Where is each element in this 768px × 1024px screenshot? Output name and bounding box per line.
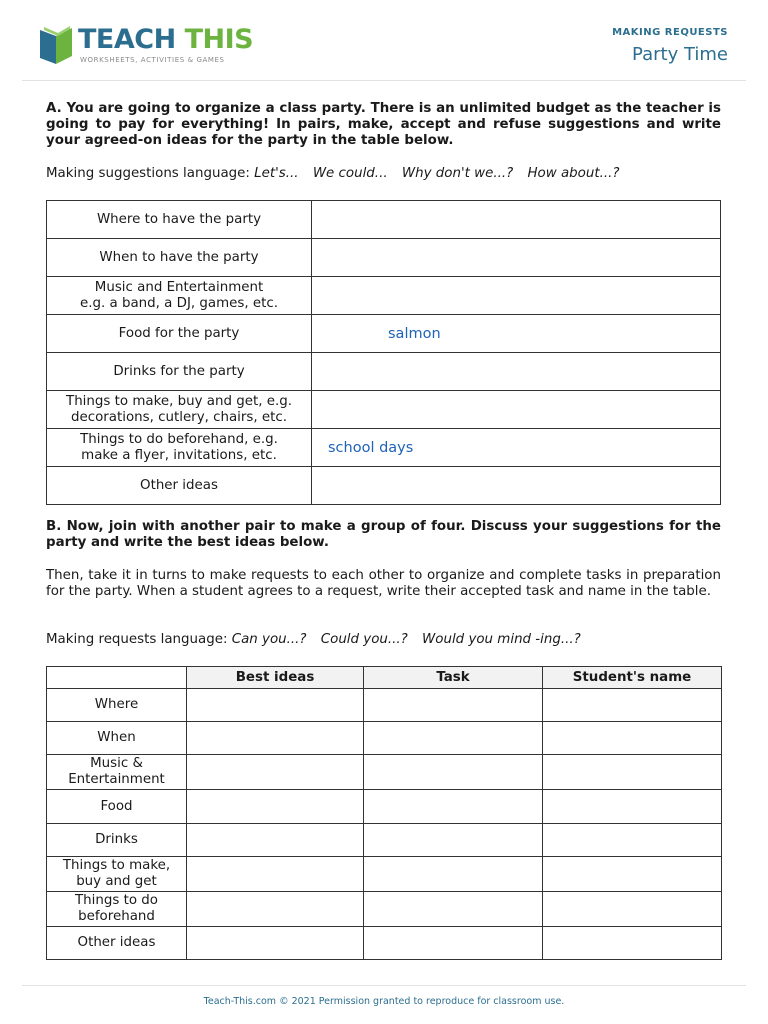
row-label-line: Entertainment (68, 772, 165, 787)
row-label-line: decorations, cutlery, chairs, etc. (70, 409, 288, 425)
row-label-line: e.g. a band, a DJ, games, etc. (80, 295, 278, 311)
row-label (47, 353, 312, 391)
row-label-line: make a flyer, invitations, etc. (81, 447, 277, 463)
requests-language-label: Making requests language: (46, 632, 232, 647)
table-row (47, 790, 722, 824)
column-header-student-name: Student's name (543, 667, 722, 689)
row-label-line: Food for the party (118, 325, 240, 341)
student-name-cell[interactable] (543, 755, 722, 790)
student-name-cell[interactable] (543, 824, 722, 857)
table-header-row (47, 667, 722, 689)
row-label-line: buy and get (76, 874, 157, 889)
student-name-cell[interactable] (543, 857, 722, 892)
task-cell[interactable] (364, 755, 543, 790)
row-label (47, 722, 187, 755)
footer-divider (22, 985, 746, 986)
table-row (47, 689, 722, 722)
row-label-line: Drinks (95, 832, 138, 847)
book-logo-icon (36, 24, 76, 66)
row-label-line: Where (94, 697, 139, 712)
suggestion-phrase: How about...? (527, 166, 620, 181)
page-header (0, 0, 768, 80)
table-row (47, 315, 721, 353)
logo-wordmark (78, 24, 253, 56)
row-label-line: Other ideas (77, 935, 156, 950)
row-label-line: Things to do (75, 893, 158, 908)
best-ideas-cell[interactable] (187, 857, 364, 892)
worksheet-category: MAKING REQUESTS (612, 27, 728, 38)
group-tasks-table (46, 666, 722, 960)
table-row (47, 857, 722, 892)
suggestions-language (46, 166, 721, 182)
row-label-line: Music and Entertainment (94, 279, 264, 295)
best-ideas-cell[interactable] (187, 892, 364, 927)
answer-cell[interactable]: school days (312, 429, 721, 467)
table-row (47, 239, 721, 277)
task-cell[interactable] (364, 790, 543, 824)
table-row (47, 277, 721, 315)
teach-this-logo (36, 22, 254, 70)
answer-cell[interactable] (312, 277, 721, 315)
row-label-line: Things to make, buy and get, e.g. (66, 393, 292, 409)
row-label-line: Other ideas (140, 477, 218, 493)
row-label (47, 927, 187, 960)
table-row (47, 722, 722, 755)
student-name-cell[interactable] (543, 892, 722, 927)
best-ideas-cell[interactable] (187, 722, 364, 755)
task-cell[interactable] (364, 927, 543, 960)
answer-cell[interactable] (312, 467, 721, 505)
column-header-task: Task (364, 667, 543, 689)
best-ideas-cell[interactable] (187, 927, 364, 960)
row-label-line: Food (100, 798, 133, 814)
answer-cell[interactable] (312, 239, 721, 277)
party-ideas-table (46, 200, 721, 505)
request-phrase: Could you...? (320, 632, 408, 647)
task-cell[interactable] (364, 722, 543, 755)
suggestion-phrase: We could... (312, 166, 388, 181)
table-row (47, 353, 721, 391)
suggestion-phrase: Let's... (254, 166, 299, 181)
student-name-cell[interactable] (543, 689, 722, 722)
row-label-line: When to have the party (99, 249, 259, 265)
row-label (47, 239, 312, 277)
row-label (47, 315, 312, 353)
logo-tagline: WORKSHEETS, ACTIVITIES & GAMES (80, 56, 225, 64)
suggestions-language-label: Making suggestions language: (46, 166, 255, 181)
row-label (47, 755, 187, 790)
answer-cell[interactable] (312, 391, 721, 429)
row-label (47, 277, 312, 315)
row-label (47, 892, 187, 927)
row-label-line: Things to make, (62, 858, 171, 873)
row-label-line: When (97, 730, 136, 745)
best-ideas-cell[interactable] (187, 755, 364, 790)
logo-word-teach: TEACH (78, 24, 176, 55)
student-name-cell[interactable] (543, 790, 722, 824)
student-name-cell[interactable] (543, 927, 722, 960)
row-label (47, 467, 312, 505)
best-ideas-cell[interactable] (187, 824, 364, 857)
table-row (47, 429, 721, 467)
row-label (47, 429, 312, 467)
logo-word-this: THIS (184, 24, 254, 55)
best-ideas-cell[interactable] (187, 790, 364, 824)
answer-cell[interactable] (312, 201, 721, 239)
copyright-footer: Teach-This.com © 2021 Permission granted to reproduce for classroom use. (203, 996, 565, 1007)
table-row (47, 892, 722, 927)
row-label-line: Music & (90, 756, 143, 771)
row-label (47, 824, 187, 857)
task-cell[interactable] (364, 857, 543, 892)
answer-cell[interactable]: salmon (312, 315, 721, 353)
request-phrase: Would you mind -ing...? (422, 632, 581, 647)
suggestion-phrase: Why don't we...? (401, 166, 514, 181)
table-row (47, 391, 721, 429)
section-b-paragraph: Then, take it in turns to make requests to each other to organize and complete tasks in preparation for the party. When a student agrees to a request, write their accepted task and name in the table. (46, 568, 721, 599)
row-label (47, 201, 312, 239)
row-label-line: Things to do beforehand, e.g. (80, 431, 278, 447)
request-phrase: Can you...? (231, 632, 307, 647)
row-label-line: beforehand (78, 909, 155, 924)
row-label-line: Drinks for the party (113, 363, 245, 379)
row-label (47, 790, 187, 824)
worksheet-title: Party Time (632, 44, 728, 65)
task-cell[interactable] (364, 892, 543, 927)
row-label (47, 391, 312, 429)
header-divider (22, 80, 746, 81)
task-cell[interactable] (364, 824, 543, 857)
section-b-instruction: B. Now, join with another pair to make a group of four. Discuss your suggestions for the party and write the best ideas below. (46, 519, 721, 550)
column-header-blank (47, 667, 187, 689)
answer-cell[interactable] (312, 353, 721, 391)
table-row (47, 467, 721, 505)
table-row (47, 755, 722, 790)
table-row (47, 824, 722, 857)
requests-language (46, 632, 721, 648)
row-label (47, 689, 187, 722)
section-a-instruction: A. You are going to organize a class party. There is an unlimited budget as the teacher is going to pay for everything! In pairs, make, accept and refuse suggestions and write your agreed-on ideas for the party in the table below. (46, 101, 721, 148)
column-header-best-ideas: Best ideas (187, 667, 364, 689)
row-label-line: Where to have the party (96, 211, 262, 227)
best-ideas-cell[interactable] (187, 689, 364, 722)
table-row (47, 927, 722, 960)
row-label (47, 857, 187, 892)
task-cell[interactable] (364, 689, 543, 722)
table-row (47, 201, 721, 239)
student-name-cell[interactable] (543, 722, 722, 755)
